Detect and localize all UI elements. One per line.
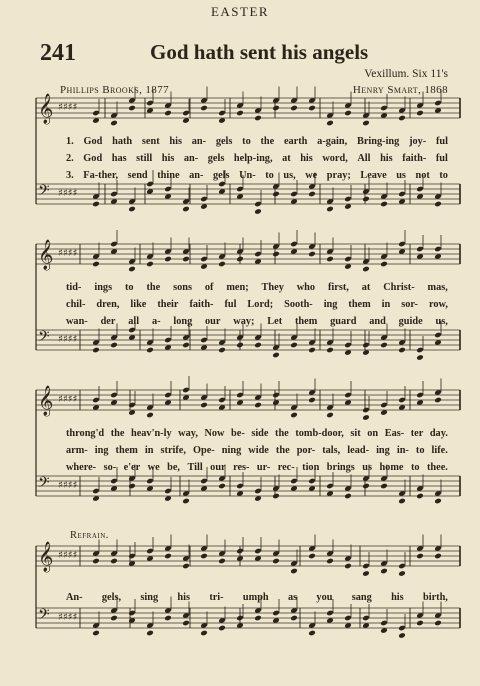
lyric-syllable: way; xyxy=(233,316,255,327)
note-head xyxy=(182,342,190,348)
treble-clef-icon: 𝄞 xyxy=(38,386,54,416)
lyric-syllable: guide xyxy=(398,316,423,327)
note-head xyxy=(254,208,262,214)
bass-clef-icon: 𝄢 xyxy=(38,328,50,349)
lyric-syllable: tri- xyxy=(209,592,224,603)
lyric-line xyxy=(66,316,448,327)
note-head xyxy=(308,251,316,257)
lyric-syllable: gels xyxy=(215,136,233,147)
note-head xyxy=(254,115,262,121)
lyric-syllable: sang xyxy=(351,592,372,603)
lyric-syllable: umph xyxy=(242,592,269,603)
lyric-syllable: ing xyxy=(94,445,109,456)
lyric-syllable: God xyxy=(83,153,103,164)
lyric-syllable: throng'd xyxy=(66,428,105,439)
lyric-syllable: first, xyxy=(327,282,349,293)
lyric-syllable: rec- xyxy=(277,462,295,473)
lyric-syllable: ter xyxy=(410,428,424,439)
note-head xyxy=(434,397,442,403)
bass-clef-icon: 𝄢 xyxy=(38,474,50,495)
lyric-syllable: as xyxy=(287,592,298,603)
lyric-syllable: gels xyxy=(212,170,230,181)
lyric-syllable: gels xyxy=(207,153,225,164)
lyric-syllable: who xyxy=(296,282,316,293)
note-head xyxy=(146,412,154,418)
note-head xyxy=(290,615,298,621)
lyric-syllable: pray; xyxy=(326,170,351,181)
note-head xyxy=(110,558,118,564)
note-head xyxy=(380,261,388,267)
lyric-syllable: ful xyxy=(435,136,448,147)
lyric-syllable: the xyxy=(146,282,161,293)
note-head xyxy=(128,206,136,212)
note-head xyxy=(164,553,172,559)
lyric-syllable: at xyxy=(361,282,371,293)
key-signature-icon: ♯♯♯♯ xyxy=(58,334,78,345)
note-head xyxy=(416,110,424,116)
lyric-syllable: word, xyxy=(322,153,348,164)
lyric-syllable: strife, xyxy=(160,445,186,456)
bass-clef-icon: 𝄢 xyxy=(38,606,50,627)
note-head xyxy=(128,266,136,272)
lyric-syllable: sons xyxy=(173,282,192,293)
lyric-syllable: an- xyxy=(191,136,207,147)
note-head xyxy=(416,493,424,499)
lyric-syllable: mas, xyxy=(427,282,448,293)
note-head xyxy=(110,615,118,621)
note-head xyxy=(398,347,406,353)
note-head xyxy=(290,342,298,348)
lyric-syllable: Christ- xyxy=(383,282,415,293)
lyric-syllable: the xyxy=(275,428,289,439)
note-head xyxy=(398,115,406,121)
key-signature-icon: ♯♯♯♯ xyxy=(58,394,78,405)
lyric-syllable: sit xyxy=(350,428,361,439)
lyric-syllable: dren, xyxy=(96,299,120,310)
lyric-syllable: the xyxy=(110,428,125,439)
note-head xyxy=(236,342,244,348)
lyric-syllable: thee. xyxy=(426,462,448,473)
lyric-syllable: the xyxy=(275,445,290,456)
note-head xyxy=(434,553,442,559)
lyric-syllable: faith- xyxy=(189,299,214,310)
note-head xyxy=(326,256,334,262)
note-head xyxy=(254,615,262,621)
tune-name: Vexillum. Six 11's xyxy=(364,68,448,80)
note-head xyxy=(398,498,406,504)
lyric-syllable: his xyxy=(391,592,404,603)
note-head xyxy=(380,568,388,574)
lyric-syllable: them xyxy=(348,299,371,310)
lyric-line xyxy=(66,170,448,181)
note-head xyxy=(182,498,190,504)
lyric-syllable: an- xyxy=(183,153,199,164)
note-head xyxy=(326,412,334,418)
note-head xyxy=(326,347,334,353)
lyric-syllable: side xyxy=(251,428,269,439)
lyric-syllable: wan- xyxy=(66,316,88,327)
lyric-syllable: in xyxy=(381,299,391,310)
note-head xyxy=(326,206,334,212)
lyric-syllable: 1. xyxy=(66,136,74,147)
note-head xyxy=(218,347,226,353)
lyric-syllable: we xyxy=(305,170,318,181)
lyric-syllable: his xyxy=(161,153,175,164)
lyric-syllable: to xyxy=(265,170,274,181)
note-head xyxy=(308,191,316,197)
lyric-syllable: in xyxy=(144,445,154,456)
lyric-syllable: you xyxy=(316,592,333,603)
lyric-syllable: us, xyxy=(283,170,296,181)
lyric-syllable: sor- xyxy=(401,299,418,310)
lyric-syllable: der xyxy=(100,316,116,327)
note-head xyxy=(434,620,442,626)
lyric-syllable: of xyxy=(204,282,214,293)
lyric-syllable: send xyxy=(127,170,148,181)
lyric-syllable: chil- xyxy=(66,299,86,310)
lyric-syllable: his xyxy=(380,153,393,164)
note-head xyxy=(128,105,136,111)
treble-clef-icon: 𝄞 xyxy=(38,94,54,124)
lyric-syllable: our xyxy=(205,316,221,327)
key-signature-icon: ♯♯♯♯ xyxy=(58,102,78,113)
note-head xyxy=(236,110,244,116)
note-head xyxy=(218,558,226,564)
lyric-syllable: be- xyxy=(231,428,245,439)
lyric-syllable: Lord; xyxy=(247,299,274,310)
lyric-syllable: ings xyxy=(94,282,113,293)
note-head xyxy=(128,483,136,489)
note-head xyxy=(416,620,424,626)
note-head xyxy=(92,347,100,353)
lyric-syllable: Ope- xyxy=(193,445,215,456)
lyric-syllable: all xyxy=(128,316,140,327)
lyricist-credit: Phillips Brooks, 1877 xyxy=(60,84,169,96)
lyric-syllable: like xyxy=(130,299,147,310)
note-head xyxy=(434,498,442,504)
note-head xyxy=(326,120,334,126)
lyric-syllable: wide xyxy=(248,445,269,456)
lyric-syllable: long xyxy=(173,316,193,327)
note-head xyxy=(218,625,226,631)
lyric-line xyxy=(66,282,448,293)
lyric-syllable: birth, xyxy=(422,592,448,603)
lyric-syllable: heav'n-ly xyxy=(130,428,172,439)
note-head xyxy=(272,105,280,111)
note-head xyxy=(308,397,316,403)
note-head xyxy=(254,342,262,348)
lyric-syllable: us xyxy=(396,170,406,181)
lyric-syllable: us xyxy=(362,462,372,473)
section-heading: EASTER xyxy=(210,4,270,19)
note-head xyxy=(92,630,100,636)
note-head xyxy=(362,266,370,272)
lyric-syllable: lead- xyxy=(347,445,370,456)
lyric-syllable: in- xyxy=(396,445,409,456)
note-head xyxy=(326,558,334,564)
lyric-syllable: Bring-ing xyxy=(356,136,400,147)
hymn-title: God hath sent his angels xyxy=(150,40,369,64)
note-head xyxy=(146,347,154,353)
lyric-syllable: Eas- xyxy=(384,428,405,439)
lyric-syllable: por- xyxy=(296,445,316,456)
note-head xyxy=(272,493,280,499)
lyric-syllable: earth xyxy=(283,136,308,147)
lyric-syllable: on xyxy=(367,428,379,439)
lyric-syllable: tomb-door, xyxy=(295,428,344,439)
note-head xyxy=(200,105,208,111)
lyric-syllable: Sooth- xyxy=(284,299,313,310)
note-head xyxy=(308,105,316,111)
note-head xyxy=(308,630,316,636)
lyric-syllable: sing xyxy=(140,592,159,603)
treble-clef-icon: 𝄞 xyxy=(38,542,54,572)
key-signature-icon: ♯♯♯♯ xyxy=(58,550,78,561)
note-head xyxy=(290,105,298,111)
lyric-line xyxy=(66,299,448,310)
note-head xyxy=(416,553,424,559)
note-head xyxy=(254,402,262,408)
note-head xyxy=(362,196,370,202)
lyric-syllable: the xyxy=(260,136,275,147)
lyric-syllable: so- xyxy=(103,462,117,473)
lyric-syllable: to xyxy=(415,445,425,456)
lyric-syllable: help-ing, xyxy=(233,153,273,164)
lyric-syllable: An- xyxy=(66,592,83,603)
refrain-label: Refrain. xyxy=(70,530,109,541)
note-head xyxy=(344,493,352,499)
lyric-syllable: Let xyxy=(267,316,283,327)
note-head xyxy=(362,570,370,576)
note-head xyxy=(290,412,298,418)
lyric-syllable: them xyxy=(294,316,318,327)
lyric-syllable: ur- xyxy=(256,462,271,473)
note-head xyxy=(92,201,100,207)
lyric-syllable: thine xyxy=(157,170,180,181)
note-head xyxy=(182,620,190,626)
lyric-syllable: gels, xyxy=(101,592,122,603)
note-head xyxy=(362,120,370,126)
note-head xyxy=(362,483,370,489)
note-head xyxy=(110,120,118,126)
note-head xyxy=(182,206,190,212)
lyric-syllable: Now xyxy=(204,428,225,439)
note-head xyxy=(146,630,154,636)
note-head xyxy=(110,342,118,348)
lyric-syllable: a-gain, xyxy=(317,136,348,147)
lyric-syllable: Till xyxy=(187,462,203,473)
lyric-syllable: arm- xyxy=(66,445,88,456)
note-head xyxy=(200,553,208,559)
lyric-syllable: way, xyxy=(178,428,198,439)
lyric-syllable: ing xyxy=(323,299,338,310)
lyric-line xyxy=(66,153,448,164)
lyric-syllable: 3. xyxy=(66,170,74,181)
lyric-syllable: his xyxy=(177,592,191,603)
note-head xyxy=(380,342,388,348)
note-head xyxy=(416,354,424,360)
lyric-syllable: God xyxy=(83,136,103,147)
lyric-line xyxy=(66,592,448,603)
lyric-syllable: All xyxy=(357,153,371,164)
lyric-syllable: ful xyxy=(435,153,448,164)
note-head xyxy=(398,632,406,638)
key-signature-icon: ♯♯♯♯ xyxy=(58,480,78,491)
lyric-syllable: tion xyxy=(302,462,320,473)
lyric-syllable: be, xyxy=(167,462,180,473)
lyric-syllable: Leave xyxy=(360,170,387,181)
lyric-syllable: tid- xyxy=(66,282,82,293)
lyric-syllable: not xyxy=(415,170,430,181)
bass-clef-icon: 𝄢 xyxy=(38,182,50,203)
lyric-syllable: sent xyxy=(141,136,160,147)
lyric-syllable: to xyxy=(242,136,251,147)
note-head xyxy=(398,570,406,576)
lyric-syllable: brings xyxy=(326,462,355,473)
lyric-syllable: to xyxy=(439,170,448,181)
lyric-syllable: a- xyxy=(151,316,161,327)
lyric-syllable: 2. xyxy=(66,153,74,164)
lyric-syllable: to xyxy=(124,282,134,293)
lyric-syllable: e'er xyxy=(123,462,141,473)
note-head xyxy=(182,256,190,262)
key-signature-icon: ♯♯♯♯ xyxy=(58,188,78,199)
note-head xyxy=(272,251,280,257)
note-head xyxy=(200,402,208,408)
lyric-syllable: joy- xyxy=(409,136,427,147)
composer-credit: Henry Smart, 1868 xyxy=(352,84,448,96)
lyric-syllable: ful xyxy=(224,299,237,310)
note-head xyxy=(362,414,370,420)
lyric-syllable: men; xyxy=(226,282,249,293)
note-head xyxy=(380,483,388,489)
lyric-line xyxy=(66,462,448,473)
lyric-syllable: them xyxy=(115,445,138,456)
note-head xyxy=(272,191,280,197)
note-head xyxy=(164,256,172,262)
lyric-syllable: and xyxy=(369,316,386,327)
lyric-syllable: life. xyxy=(431,445,448,456)
note-head xyxy=(380,201,388,207)
lyric-syllable: we xyxy=(147,462,160,473)
lyric-line xyxy=(66,136,448,147)
lyric-syllable: Fa-ther, xyxy=(83,170,119,181)
note-head xyxy=(344,110,352,116)
lyric-syllable: day. xyxy=(429,428,448,439)
note-head xyxy=(164,615,172,621)
lyric-syllable: They xyxy=(261,282,284,293)
lyric-syllable: faith- xyxy=(402,153,427,164)
lyric-syllable: our xyxy=(210,462,226,473)
note-head xyxy=(182,563,190,569)
note-head xyxy=(434,201,442,207)
note-head xyxy=(200,630,208,636)
note-head xyxy=(92,558,100,564)
lyric-syllable: at xyxy=(282,153,291,164)
lyric-syllable: their xyxy=(157,299,179,310)
note-head xyxy=(164,110,172,116)
note-head xyxy=(272,352,280,358)
lyric-syllable: an- xyxy=(189,170,204,181)
lyric-syllable: ing xyxy=(376,445,390,456)
lyric-syllable: res- xyxy=(233,462,250,473)
note-head xyxy=(308,347,316,353)
note-head xyxy=(236,256,244,262)
lyric-syllable: to xyxy=(410,462,420,473)
lyric-line xyxy=(66,428,448,439)
lyric-syllable: ning xyxy=(221,445,242,456)
note-head xyxy=(272,558,280,564)
lyric-syllable: still xyxy=(136,153,153,164)
lyric-syllable: Un- xyxy=(239,170,256,181)
note-head xyxy=(218,261,226,267)
key-signature-icon: ♯♯♯♯ xyxy=(58,612,78,623)
lyric-syllable: hath xyxy=(112,136,133,147)
note-head xyxy=(218,483,226,489)
lyric-syllable: his xyxy=(300,153,313,164)
lyric-syllable: where- xyxy=(66,462,97,473)
note-head xyxy=(344,563,352,569)
lyric-syllable: his xyxy=(169,136,182,147)
note-head xyxy=(308,553,316,559)
lyric-syllable: us, xyxy=(435,316,448,327)
lyric-syllable: home xyxy=(379,462,404,473)
note-head xyxy=(146,261,154,267)
hymn-number: 241 xyxy=(40,40,76,66)
lyric-line xyxy=(66,445,448,456)
lyric-syllable: has xyxy=(111,153,127,164)
lyric-syllable: row, xyxy=(428,299,448,310)
lyric-syllable: guard xyxy=(330,316,357,327)
treble-clef-icon: 𝄞 xyxy=(38,240,54,270)
note-head xyxy=(92,261,100,267)
key-signature-icon: ♯♯♯♯ xyxy=(58,248,78,259)
lyric-syllable: tals, xyxy=(322,445,341,456)
note-head xyxy=(290,568,298,574)
